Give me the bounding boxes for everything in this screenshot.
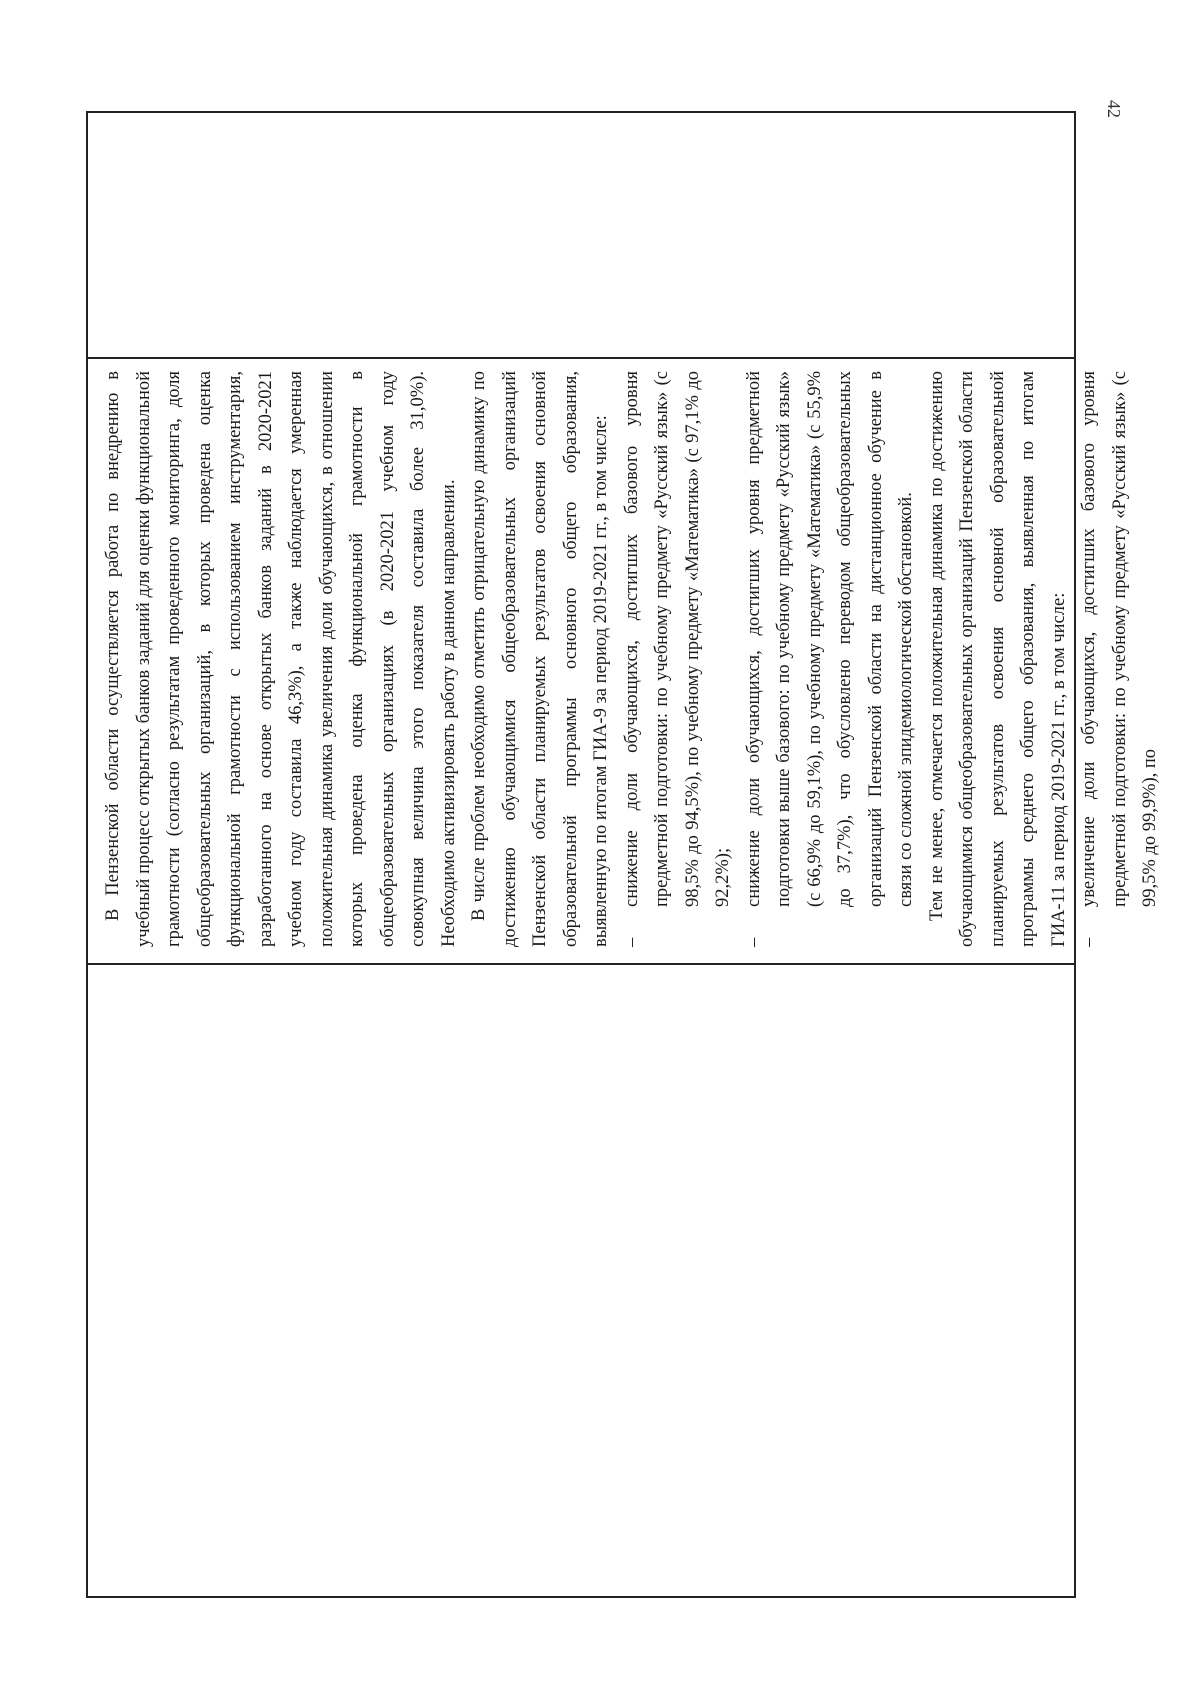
list-item	[617, 371, 739, 947]
list-dash: –	[1079, 937, 1099, 947]
list-item-text: увеличение доли обучающихся, достигших базового уровня предметной подготовки: по учебному предмету «Русский язык» (с 99,5% до 99,9%), по	[1079, 371, 1160, 907]
paragraph-2: В числе проблем необходимо отметить отрицательную динамику по достижению обучающимися общеобразовательных организаций Пензенской области планируемых результатов освоения основной образовательной программы основного общего образования, выявленную по итогам ГИА-9 за период 2019-2021 гг., в том числе:	[469, 371, 611, 947]
list-item	[1074, 371, 1166, 947]
paragraph-3: Тем не менее, отмечается положительная динамика по достижению обучающимися общеобразовательных организаций Пензенской области планируемых результатов освоения основной образовательной программы среднего общего образования, выявленная по итогам ГИА-11 за период 2019-2021 гг., в том числе:	[926, 371, 1069, 947]
list-dash: –	[621, 937, 642, 947]
list-dash: –	[743, 937, 764, 947]
list-item-text: снижение доли обучающихся, достигших базового уровня предметной подготовки: по учебному предмету «Русский язык» (с 98,5% до 94,5%), по учебному предмету «Математика» (с 97,1% до 92,2%);	[621, 371, 733, 907]
rotated-text-cell	[88, 357, 1160, 961]
list-item	[739, 371, 922, 947]
text-content	[98, 371, 1160, 947]
paragraph-1: В Пензенской области осуществляется работа по внедрению в учебный процесс открытых банков заданий для оценки функциональной грамотности (согласно результатам проведенного мониторинга, доля общеобразовательных организаций, в которых проведена оценка функциональной грамотности с использованием инструментария, разработанного на основе открытых банков заданий в 2020-2021 учебном году составила 46,3%), а также наблюдается умеренная положительная динамика увеличения доли обучающихся, в отношении которых проведена оценка функциональной грамотности в общеобразовательных организациях (в 2020-2021 учебном году совокупная величина этого показателя составила более 31,0%). Необходимо активизировать работу в данном направлении.	[103, 371, 459, 947]
page-number: 42	[1104, 100, 1124, 118]
table-divider-bottom	[88, 963, 1074, 965]
list-item-text: снижение доли обучающихся, достигших уровня предметной подготовки выше базового: по учебному предмету «Русский язык» (с 66,9% до 59,1%), по учебному предмету «Математика» (с 55,9% до 37,7%), что обусловлено переводом общеобразовательных организаций Пензенской области на дистанционное обучение в связи со сложной эпидемиологической обстановкой.	[743, 371, 916, 907]
